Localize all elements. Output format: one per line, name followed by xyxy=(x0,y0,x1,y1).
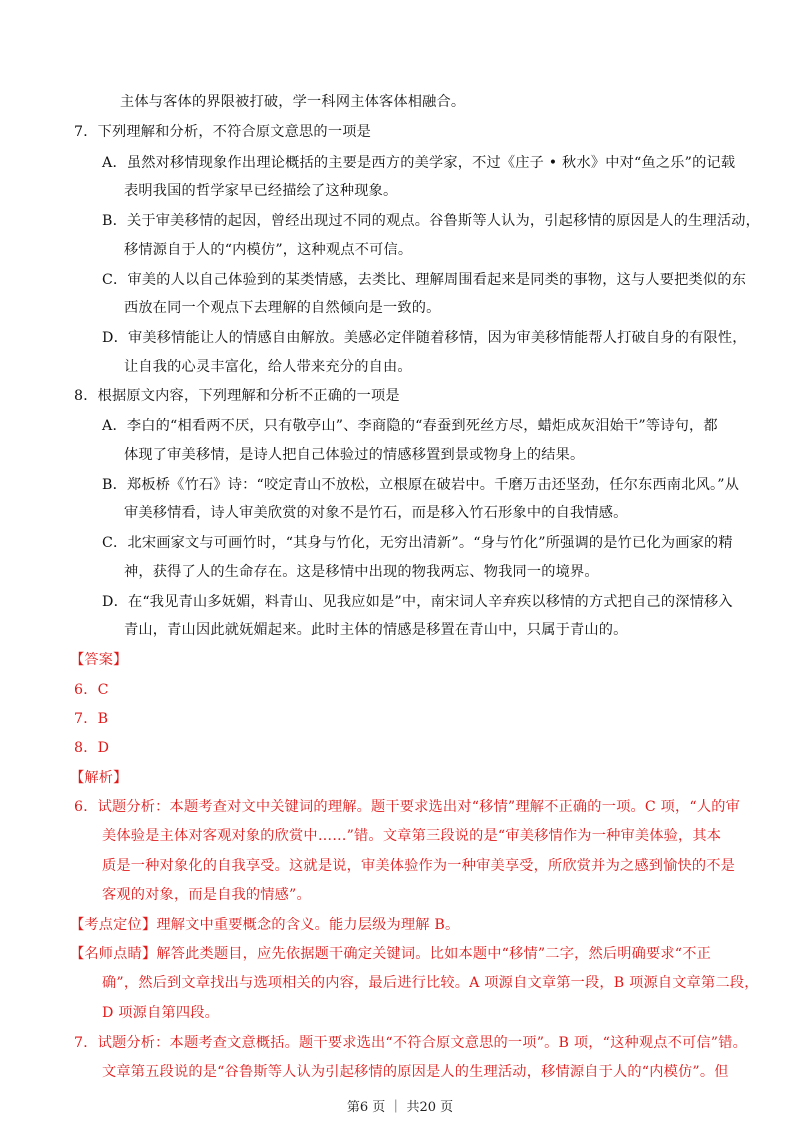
intro-tail: 主体与客体的界限被打破，学一科网主体客体相融合。 xyxy=(120,94,466,110)
teacher-tip-cont-1: 确”，然后到文章找出与选项相关的内容，最后进行比较。A 项源自文章第一段，B 项源自文章第二段， xyxy=(102,975,759,991)
q8-option-b-cont: 审美移情看，诗人审美欣赏的对象不是竹石，而是移入竹石形象中的自我情感。 xyxy=(124,505,628,521)
q7-option-c-cont: 西放在同一个观点下去理解的自然倾向是一致的。 xyxy=(124,300,441,316)
analysis-7-cont: 文章第五段说的是“谷鲁斯等人认为引起移情的原因是人的生理活动，移情源自于人的“内模仿”。但 xyxy=(102,1064,729,1080)
q7-option-c: C．审美的人以自己体验到的某类情感，去类比、理解周围看起来是同类的事物，这与人要把类似的东 xyxy=(102,272,747,288)
answers-heading: 【答案】 xyxy=(70,652,128,668)
page-footer: 第6 页 ｜ 共20 页 xyxy=(346,1100,454,1115)
q7-option-d: D．审美移情能让人的情感自由解放。美感必定伴随着移情，因为审美移情能帮人打破自身的有限性， xyxy=(102,330,747,346)
q8-option-d: D．在“我见青山多妩媚，料青山、见我应如是”中，南宋词人辛弃疾以移情的方式把自己的深情移入 xyxy=(102,594,733,610)
question-8-stem: 8．根据原文内容，下列理解和分析不正确的一项是 xyxy=(74,388,400,404)
question-7-stem: 7．下列理解和分析，不符合原文意思的一项是 xyxy=(74,124,371,140)
q7-option-b-cont: 移情源自于人的“内模仿”，这种观点不可信。 xyxy=(124,242,413,258)
q8-option-b: B．郑板桥《竹石》诗：“咬定青山不放松，立根原在破岩中。千磨万击还坚劲，任尔东西南北风。”从 xyxy=(102,477,740,493)
answer-7: 7．B xyxy=(74,711,109,727)
q7-option-a-cont: 表明我国的哲学家早已经描绘了这种现象。 xyxy=(124,183,398,199)
teacher-tip-cont-2: D 项源自第四段。 xyxy=(102,1005,219,1021)
q8-option-d-cont: 青山，青山因此就妩媚起来。此时主体的情感是移置在青山中，只属于青山的。 xyxy=(124,622,628,638)
analysis-6: 6．试题分析：本题考查对文中关键词的理解。题干要求选出对“移情”理解不正确的一项。C 项，“人的审 xyxy=(74,799,741,815)
analysis-6-cont-1: 美体验是主体对客观对象的欣赏中……”错。文章第三段说的是“审美移情作为一种审美体验，其本 xyxy=(102,828,722,844)
q7-option-d-cont: 让自我的心灵丰富化，给人带来充分的自由。 xyxy=(124,359,412,375)
exam-point: 【考点定位】理解文中重要概念的含义。能力层级为理解 B。 xyxy=(70,917,460,933)
answer-8: 8．D xyxy=(74,740,110,756)
q8-option-c: C．北宋画家文与可画竹时，“其身与竹化，无穷出清新”。“身与竹化”所强调的是竹已化为画家的精 xyxy=(102,535,733,551)
analysis-6-cont-3: 客观的对象，而是自我的情感”。 xyxy=(102,887,311,903)
q8-option-c-cont: 神，获得了人的生命存在。这是移情中出现的物我两忘、物我同一的境界。 xyxy=(124,564,599,580)
analysis-7: 7．试题分析：本题考查文意概括。题干要求选出“不符合原文意思的一项”。B 项，“这种观点不可信”错。 xyxy=(74,1035,748,1051)
analysis-6-cont-2: 质是一种对象化的自我享受。这就是说，审美体验作为一种审美享受，所欣赏并为之感到愉快的不是 xyxy=(102,858,736,874)
q8-option-a-cont: 体现了审美移情，是诗人把自己体验过的情感移置到景或物身上的结果。 xyxy=(124,447,585,463)
answer-6: 6．C xyxy=(74,682,109,698)
analysis-heading: 【解析】 xyxy=(70,770,128,786)
q8-option-a: A．李白的“相看两不厌，只有敬亭山”、李商隐的“春蚕到死丝方尽，蜡炬成灰泪始干”等诗句，都 xyxy=(102,418,718,434)
q7-option-a: A．虽然对移情现象作出理论概括的主要是西方的美学家，不过《庄子 • 秋水》中对“鱼之乐”的记载 xyxy=(102,155,736,171)
q7-option-b: B．关于审美移情的起因，曾经出现过不同的观点。谷鲁斯等人认为，引起移情的原因是人的生理活动， xyxy=(102,213,761,229)
teacher-tip: 【名师点睛】解答此类题目，应先依据题干确定关键词。比如本题中“移情”二字，然后明确要求“不正 xyxy=(70,946,712,962)
